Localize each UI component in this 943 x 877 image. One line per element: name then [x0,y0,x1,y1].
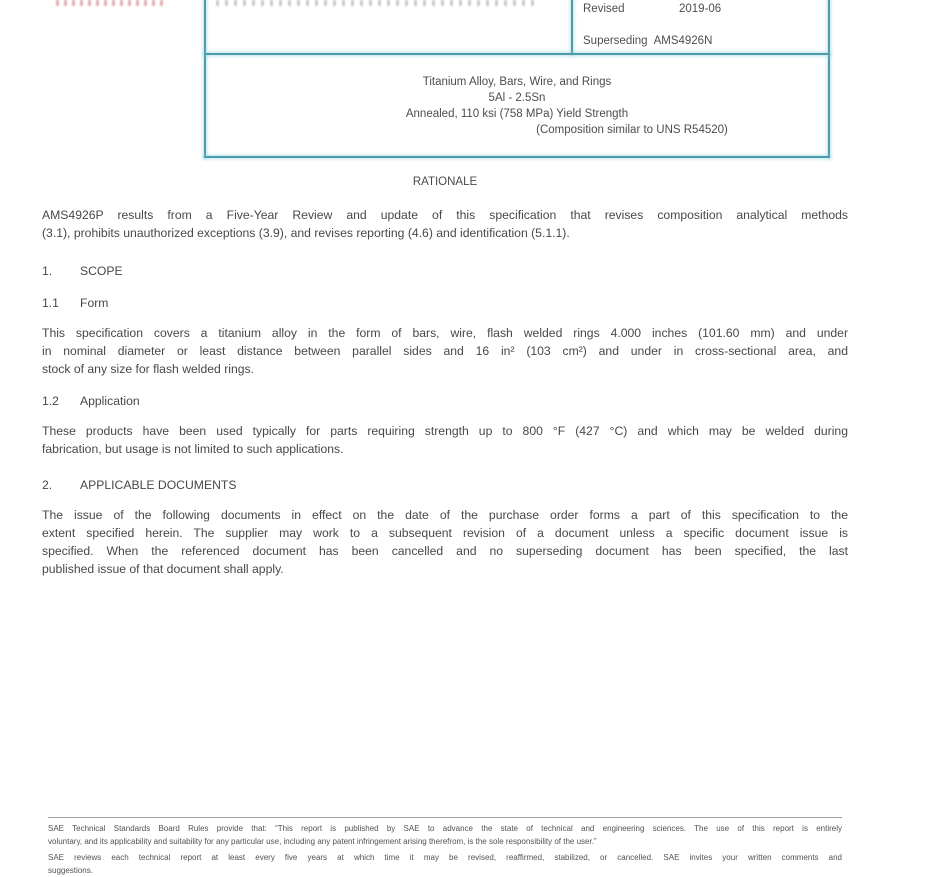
paragraph-line: These products have been used typically for parts requiring strength up to 800 °F (427 °C) and which may be welded during [42,424,848,438]
cropped-red-logo-residue [56,0,168,6]
footer-line: voluntary, and its applicability and suitability for any particular use, including any patent infringement arising therefrom, is the sole responsibility of the user.” [48,837,597,846]
section-heading-scope [42,262,848,280]
title-line-condition: Annealed, 110 ksi (758 MPa) Yield Strength [405,108,629,120]
section-title: Application [80,394,140,408]
title-line-material: Titanium Alloy, Bars, Wire, and Rings [422,76,612,88]
footer-line: SAE Technical Standards Board Rules provide that: “This report is published by SAE to advance the state of technical and engineering sciences. The use of this report is entirely [48,824,842,833]
footer-line: suggestions. [48,866,93,875]
form-paragraph [42,324,848,378]
paragraph-line: fabrication, but usage is not limited to such applications. [42,442,344,456]
section-heading-applicable-documents [42,476,848,494]
rationale-heading: RATIONALE [412,176,478,188]
paragraph-line: (3.1), prohibits unauthorized exceptions (3.9), and revises reporting (4.6) and identification (5.1.1). [42,226,570,240]
rationale-paragraph [42,206,848,242]
header-table-border-bottom [204,156,830,158]
paragraph-line: stock of any size for flash welded rings. [42,362,255,376]
section-heading-application [42,392,848,410]
footer-divider-rule [48,817,842,818]
superseding-label: Superseding [583,35,648,47]
revised-label: Revised [583,3,625,15]
paragraph-line: published issue of that document shall apply. [42,562,284,576]
section-title: Form [80,296,109,310]
superseding-row [583,35,712,47]
paragraph-line: AMS4926P results from a Five-Year Review and update of this specification that revises composition analytical methods [42,208,848,222]
header-table-border-divider [571,0,573,55]
paragraph-line: specified. When the referenced document has been cancelled and no superseding document has been specified, the last [42,544,848,558]
paragraph-line: extent specified herein. The supplier may work to a subsequent revision of a document unless a specific document issue is [42,526,848,540]
header-table-border-middle [204,53,830,55]
section-number: 1. [42,264,53,278]
section-number: 1.1 [42,296,59,310]
revised-date: 2019-06 [679,3,722,15]
section-number: 2. [42,478,53,492]
superseding-spec-number: AMS4926N [653,35,713,47]
section-heading-form [42,294,848,312]
title-line-composition: 5Al - 2.5Sn [488,92,546,104]
footer-disclaimer-2 [48,851,842,877]
applicable-documents-paragraph [42,506,848,578]
section-number: 1.2 [42,394,59,408]
footer-disclaimer-1 [48,822,842,848]
footer-line: SAE reviews each technical report at least every five years at which time it may be revised, reaffirmed, stabilized, or cancelled. SAE invites your written comments and [48,853,842,862]
title-line-uns: (Composition similar to UNS R54520) [536,124,728,136]
section-title: SCOPE [80,264,123,278]
paragraph-line: in nominal diameter or least distance between parallel sides and 16 in² (103 cm²) and under in cross-sectional area, and [42,344,848,358]
revised-row [583,3,823,15]
paragraph-line: The issue of the following documents in effect on the date of the purchase order forms a part of this specification to the [42,508,848,522]
paragraph-line: This specification covers a titanium alloy in the form of bars, wire, flash welded rings 4.000 inches (101.60 mm) and under [42,326,848,340]
specification-title [206,74,828,138]
application-paragraph [42,422,848,458]
section-title: APPLICABLE DOCUMENTS [80,478,237,492]
cropped-header-text-residue [216,0,536,6]
